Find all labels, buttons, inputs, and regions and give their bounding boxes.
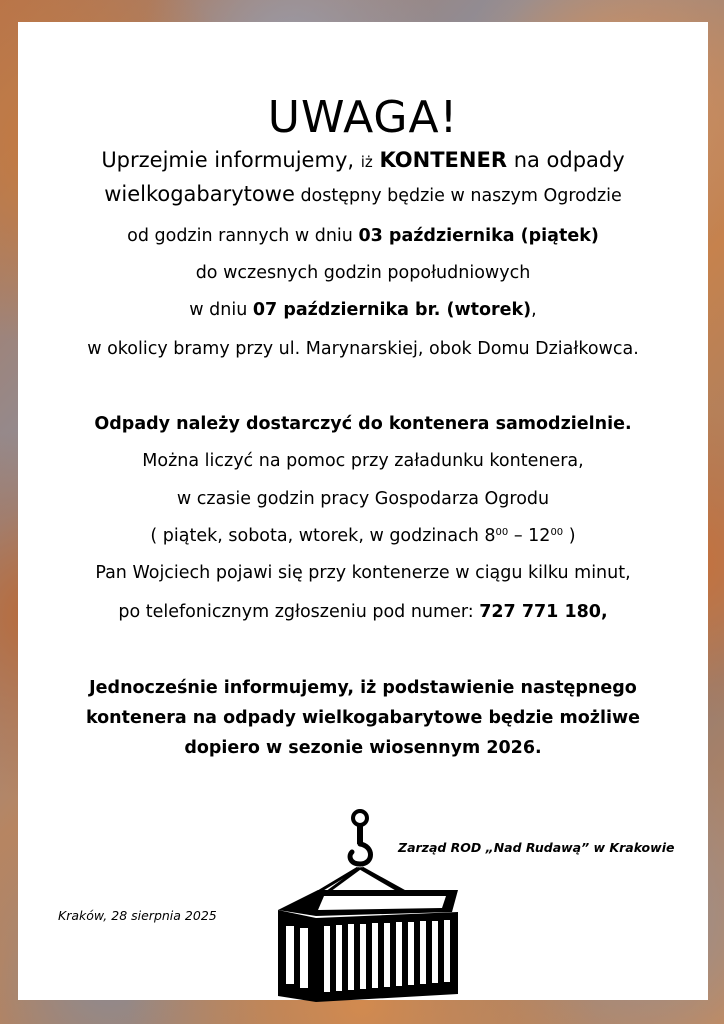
text-segment: Uprzejmie informujemy, bbox=[101, 148, 355, 172]
notice-line-1 bbox=[18, 148, 708, 172]
text-segment: w dniu bbox=[189, 300, 248, 320]
crane-container-icon bbox=[258, 806, 468, 1002]
text-segment-bold: 03 października (piątek) bbox=[358, 226, 599, 246]
superscript: 00 bbox=[495, 527, 509, 538]
notice-line-5 bbox=[18, 300, 708, 320]
text-segment: po telefonicznym zgłoszeniu pod numer: bbox=[118, 602, 474, 622]
text-segment: , bbox=[531, 300, 537, 320]
text-segment: dostępny będzie w naszym Ogrodzie bbox=[300, 186, 622, 206]
notice-line-15: dopiero w sezonie wiosennym 2026. bbox=[184, 738, 542, 758]
notice-line-9: w czasie godzin pracy Gospodarza Ogrodu bbox=[176, 489, 550, 509]
notice-line-12 bbox=[18, 602, 708, 622]
text-segment: wielkogabarytowe bbox=[104, 182, 295, 206]
notice-line-7: Odpady należy dostarczyć do kontenera samodzielnie. bbox=[94, 414, 632, 434]
phone-number: 727 771 180, bbox=[479, 602, 608, 622]
text-segment: – 12 bbox=[513, 526, 551, 546]
notice-sheet bbox=[18, 22, 708, 1000]
notice-line-4: do wczesnych godzin popołudniowych bbox=[195, 263, 531, 283]
notice-line-14: kontenera na odpady wielkogabarytowe będzie możliwe bbox=[85, 708, 640, 728]
text-segment: ( piątek, sobota, wtorek, w godzinach 8 bbox=[150, 526, 496, 546]
signature: Zarząd ROD „Nad Rudawą” w Krakowie bbox=[398, 840, 675, 855]
notice-line-8: Można liczyć na pomoc przy załadunku kontenera, bbox=[142, 451, 584, 471]
notice-line-10 bbox=[18, 526, 708, 546]
text-segment: iż bbox=[360, 153, 373, 171]
text-segment: ) bbox=[568, 526, 576, 546]
superscript: 00 bbox=[550, 527, 564, 538]
notice-line-6: w okolicy bramy przy ul. Marynarskiej, obok Domu Działkowca. bbox=[87, 339, 639, 359]
notice-title: UWAGA! bbox=[267, 92, 459, 143]
notice-line-3 bbox=[18, 226, 708, 246]
notice-line-2 bbox=[18, 182, 708, 206]
text-segment-bold: KONTENER bbox=[379, 148, 507, 172]
text-segment: od godzin rannych w dniu bbox=[127, 226, 353, 246]
text-segment-bold: 07 października br. (wtorek) bbox=[252, 300, 532, 320]
text-segment: na odpady bbox=[513, 148, 625, 172]
date-line: Kraków, 28 sierpnia 2025 bbox=[58, 908, 217, 923]
notice-line-11: Pan Wojciech pojawi się przy kontenerze w ciągu kilku minut, bbox=[95, 563, 631, 583]
notice-line-13: Jednocześnie informujemy, iż podstawienie następnego bbox=[89, 678, 637, 698]
